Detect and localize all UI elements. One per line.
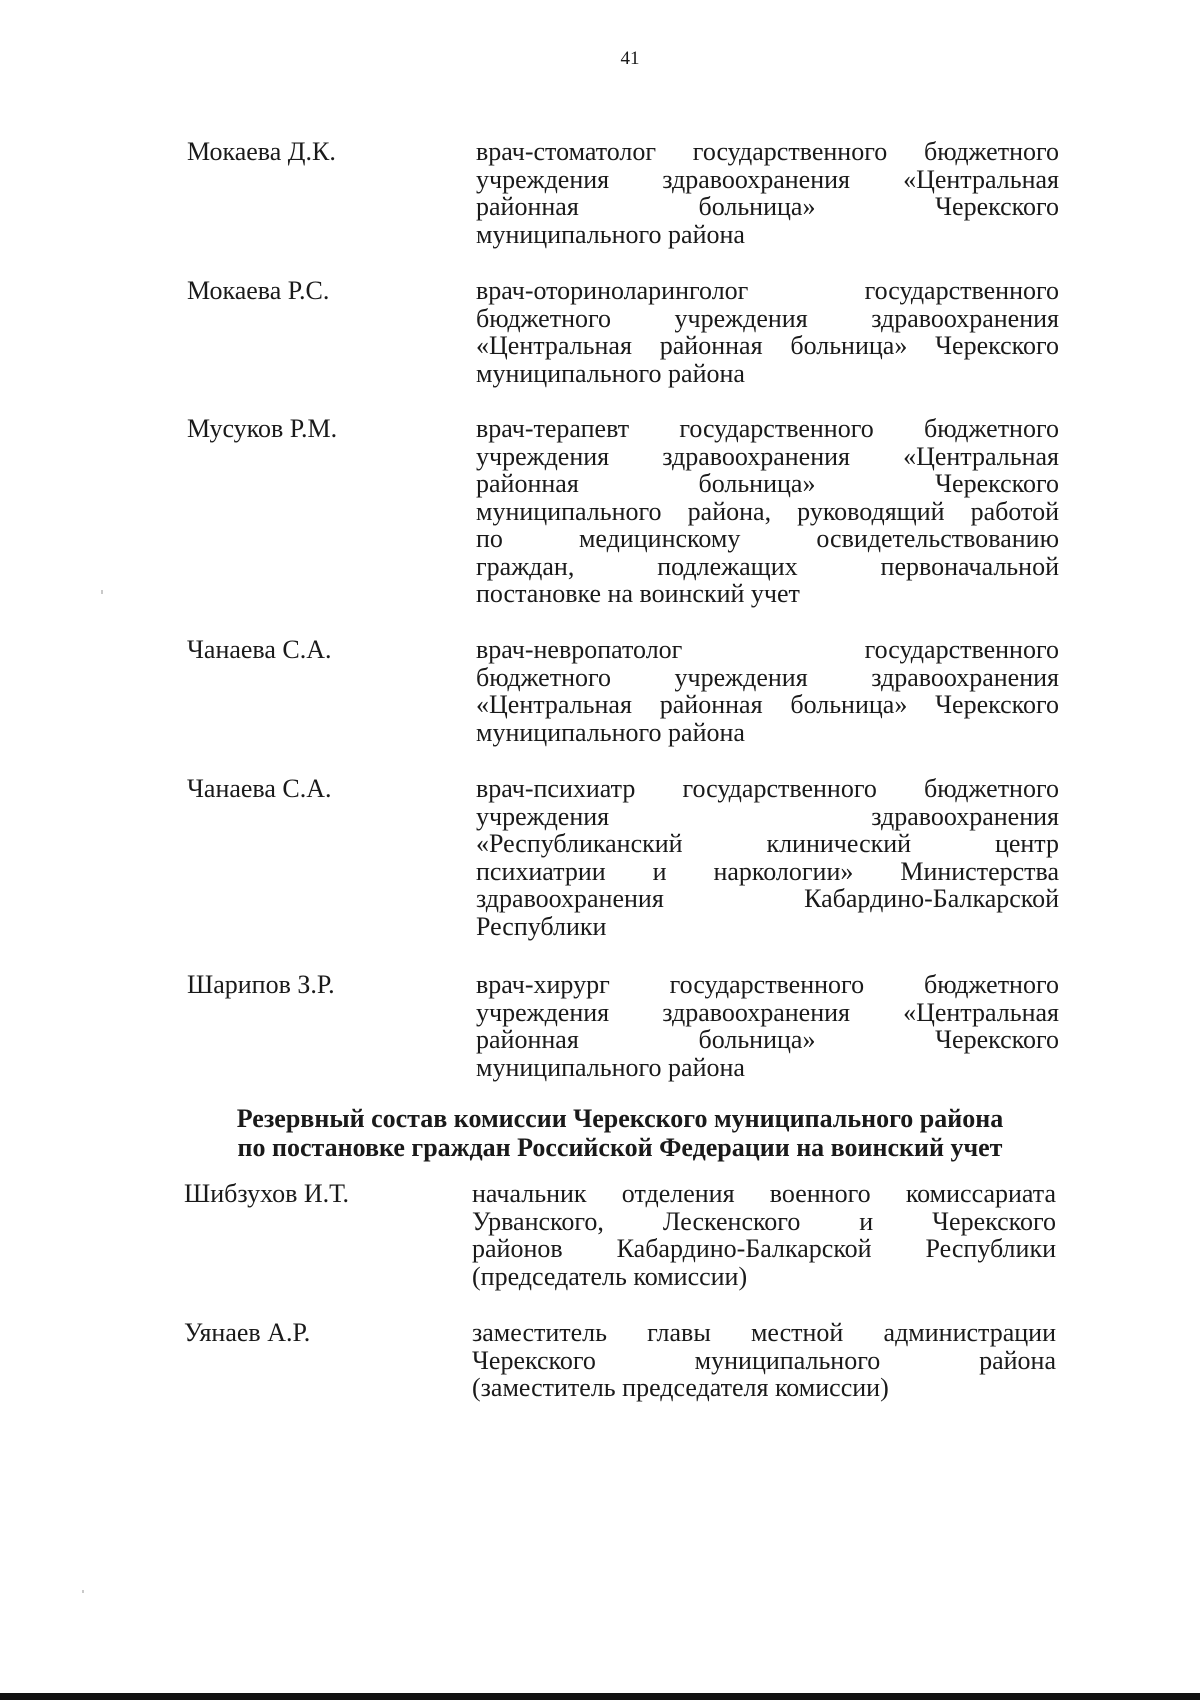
position-line: «Центральная районная больница» Черекского xyxy=(476,331,1059,360)
position-line: Республики xyxy=(476,911,607,941)
position-line: (председатель комиссии) xyxy=(472,1261,748,1291)
position-line: заместитель главы местной администрации xyxy=(472,1318,1056,1347)
page-number: 41 xyxy=(620,48,640,69)
position-line: учреждения здравоохранения «Центральная xyxy=(476,164,1059,194)
position-line: муниципального района, руководящий работой xyxy=(476,496,1059,526)
position-line: муниципального района xyxy=(476,717,745,747)
member-position xyxy=(476,775,1059,940)
member-position xyxy=(476,636,1059,746)
member-position xyxy=(472,1180,1056,1290)
position-line: врач-стоматолог государственного бюджетного xyxy=(476,137,1059,166)
scan-bottom-edge xyxy=(0,1693,1200,1700)
position-line: учреждения здравоохранения xyxy=(476,801,1059,831)
position-line: постановке на воинский учет xyxy=(476,579,800,608)
position-line: врач-невропатолог государственного xyxy=(476,635,1059,664)
member-name: Шибзухов И.Т. xyxy=(184,1179,349,1208)
member-name: Уянаев А.Р. xyxy=(184,1318,311,1347)
member-position xyxy=(476,138,1059,248)
position-line: по медицинскому освидетельствованию xyxy=(476,524,1059,553)
position-line: учреждения здравоохранения «Центральная xyxy=(476,441,1059,471)
position-line: бюджетного учреждения здравоохранения xyxy=(476,303,1059,333)
position-line: «Центральная районная больница» Черекского xyxy=(476,690,1059,719)
position-line: врач-терапевт государственного бюджетного xyxy=(476,414,1059,443)
position-line: бюджетного учреждения здравоохранения xyxy=(476,662,1059,692)
member-position xyxy=(472,1319,1056,1402)
position-line: районов Кабардино-Балкарской Республики xyxy=(472,1234,1056,1263)
position-line: врач-хирург государственного бюджетного xyxy=(476,970,1059,999)
position-line: муниципального района xyxy=(476,358,745,388)
section-heading-line: по постановке граждан Российской Федерации на воинский учет xyxy=(237,1133,1003,1162)
member-position xyxy=(476,971,1059,1081)
member-name: Мокаева Р.С. xyxy=(187,276,330,305)
position-line: муниципального района xyxy=(476,1052,745,1082)
position-line: (заместитель председателя комиссии) xyxy=(472,1373,889,1402)
position-line: граждан, подлежащих первоначальной xyxy=(476,551,1059,581)
position-line: врач-психиатр государственного бюджетного xyxy=(476,774,1059,803)
member-name: Чанаева С.А. xyxy=(187,635,332,664)
member-position xyxy=(476,415,1059,608)
position-line: Урванского, Лескенского и Черекского xyxy=(472,1206,1056,1236)
scan-speck xyxy=(101,590,103,594)
scan-speck xyxy=(82,1590,84,1593)
position-line: начальник отделения военного комиссариата xyxy=(472,1179,1056,1208)
position-line: Черекского муниципального района xyxy=(472,1345,1056,1375)
position-line: психиатрии и наркологии» Министерства xyxy=(476,856,1059,886)
member-name: Мокаева Д.К. xyxy=(187,137,336,166)
member-name: Шарипов З.Р. xyxy=(187,970,335,999)
section-heading xyxy=(190,1104,1050,1162)
position-line: муниципального района xyxy=(476,219,745,249)
member-position xyxy=(476,277,1059,387)
member-name: Мусуков Р.М. xyxy=(187,414,338,443)
position-line: районная больница» Черекского xyxy=(476,192,1059,221)
position-line: врач-оториноларинголог государственного xyxy=(476,276,1059,305)
section-heading-line: Резервный состав комиссии Черекского муниципального района xyxy=(236,1104,1004,1133)
position-line: районная больница» Черекского xyxy=(476,1025,1059,1054)
position-line: здравоохранения Кабардино-Балкарской xyxy=(476,884,1059,913)
position-line: «Республиканский клинический центр xyxy=(476,829,1059,858)
position-line: районная больница» Черекского xyxy=(476,469,1059,498)
position-line: учреждения здравоохранения «Центральная xyxy=(476,997,1059,1027)
member-name: Чанаева С.А. xyxy=(187,774,332,803)
